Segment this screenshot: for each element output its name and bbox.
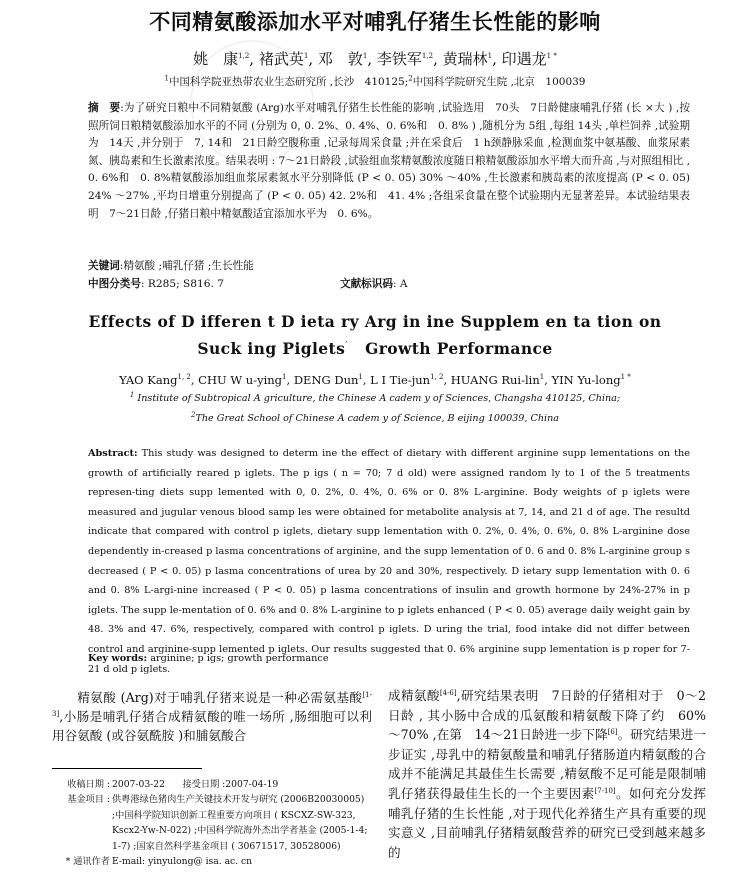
received-label: 收稿日期 : <box>67 779 110 790</box>
abstract-en-label: Abstract: <box>88 448 138 459</box>
keywords-zh-text: :精氨酸 ;哺乳仔猪 ;生长性能 <box>119 260 254 272</box>
citation-ref: [4-6] <box>439 688 457 697</box>
affil-sup: 1 <box>129 390 135 399</box>
author-en: YAO Kang <box>119 373 178 387</box>
dates-text <box>112 777 370 792</box>
document-code <box>340 276 408 291</box>
title-en-prime: ′ <box>345 340 348 351</box>
author-sup: 1, 2 <box>430 373 444 382</box>
paper-title-zh: 不同精氨酸添加水平对哺乳仔猪生长性能的影响 <box>149 10 601 34</box>
keywords-zh <box>88 258 254 273</box>
title-en-line-2 <box>0 335 750 362</box>
classification <box>88 276 224 291</box>
affil-sup: 1 <box>164 74 169 83</box>
document-code-label: 文献标识码 <box>340 278 393 290</box>
author-en: HUANG Rui-lin <box>450 373 540 387</box>
fund-text: 供粤港绿色猪肉生产关键技术开发与研究 (2006B20030005) ;中国科学院知识创新工程重要方向项目 ( KSCXZ-SW-323, Kscx2-Yw-N-022) ;中国科学院海外杰出学者基金 (2005-1-4; 1-7) ;国家自然科学基金项目 ( 30671517, 30528006) <box>112 794 368 852</box>
affil-en-1-text: Institute of Subtropical A griculture, the Chinese A cadem y of Sciences, Changsha 410125, China; <box>137 393 621 404</box>
classification-text: : R285; S816. 7 <box>140 278 224 290</box>
author-sup: 1 <box>358 373 363 382</box>
abstract-zh <box>88 100 690 223</box>
keywords-zh-label: 关键词 <box>88 260 120 272</box>
body-text-right <box>388 686 706 862</box>
affil-zh-2: 中国科学院研究生院 ,北京 100039 <box>412 76 586 88</box>
abstract-zh-text: :为了研究日粮中不同精氨酸 (Arg)水平对哺乳仔猪生长性能的影响 ,试验选用 70头 7日龄健康哺乳仔猪 (长 ×大 ) ,按照所饲日粮精氨酸添加水平的不同 (分别为 0, 0. 2%、0. 4%、0. 6%和 0. 8% ) ,随机分为 5组 ,每组 14头 ,单栏饲养 ,试验期为 14天 ,并分别于 7, 14和 21日龄空腹称重 ,记录每周采食量 ;并在采食后 1 h颈静脉采血 ,检测血浆中氨基酸、血浆尿素氮、胰岛素和生长激素浓度。结果表明 : 7～21日龄段 ,试验组血浆精氨酸浓度随日粮精氨酸添加水平增大而升高 ,与对照组相比 , 0. 6%和 0. 8%精氨酸添加组血浆尿素氮水平分别降低 (P < 0. 05) 30% ～40% ,生长激素和胰岛素的浓度提高 (P < 0. 05) 24% ～27% ,平均日增重分别提高了 (P < 0. 05) 42. 2%和 41. 4% ;各组采食量在整个试验期内无显著差异。本试验结果表明 7～21日龄 ,仔猪日粮中精氨酸适宜添加水平为 0. 6%。 <box>88 102 691 220</box>
author-sup: 1,2 <box>421 52 434 60</box>
document-code-text: : A <box>392 278 408 290</box>
author-en: L I Tie-jun <box>370 373 431 387</box>
author-en: YIN Yu-long <box>551 373 621 387</box>
abstract-en <box>88 444 690 679</box>
footnote-fund <box>60 792 370 854</box>
author-sup: 1 * <box>620 373 631 382</box>
author-zh: 邓 敦 <box>317 50 363 68</box>
body-right-part-1: 成精氨酸 <box>388 688 440 703</box>
footnote-corresponding <box>60 854 370 869</box>
author-sup: 1 <box>539 373 545 382</box>
fund-label: 基金项目 : <box>67 794 110 806</box>
affiliation-zh <box>0 74 750 89</box>
corresponding-email: E-mail: yinyulong@ isa. ac. cn <box>112 856 253 868</box>
author-sup: 1, 2 <box>177 373 191 382</box>
body-right-part-4: 。如何充分发挥哺乳仔猪的生长性能 ,对于现代化养猪生产具有重要的现实意义 ,目前哺乳仔猪精氨酸营养的研究已受到越来越多的 <box>388 785 707 860</box>
accepted-label: 接受日期 : <box>182 779 226 790</box>
body-left-part-2: ,小肠是哺乳仔猪合成精氨酸的唯一场所 ,肠细胞可以利用谷氨酸 (或谷氨酰胺 )和脯氨酸合 <box>52 709 372 743</box>
author-zh: 李铁军 <box>376 50 422 68</box>
affil-sup: 2 <box>191 410 196 419</box>
author-sup: 1 * <box>546 52 557 60</box>
received-date: 2007-03-22 <box>112 779 165 790</box>
affiliation-en-2 <box>0 410 750 424</box>
abstract-en-text: This study was designed to determ ine the effect of dietary with different arginine supp lementations on the growth of artificially reared p iglets. The p igs ( n = 70; 7 d old) were assigned random ly to 1 of the 5 treatments represen-ting diets supp lemented with 0, 0. 2%, 0. 4%, 0. 6% or 0. 8% L-arginine. Body weights of p iglets were measured and jugular venous blood samp les were obtained for metabolite analysis at 7, 14, and 21 d of age. The resultd indicate that compared with control p iglets, dietary supp lementation with 0. 2%, 0. 4%, 0. 6%, 0. 8% L-arginine dose dependently in-creased p lasma concentrations of arginine, and the supp lementation of 0. 6 and 0. 8% L-arginine group s decreased ( P < 0. 05) p lasma concentrations of urea by 20 and 30%, respectively. D ietary supp lementation with 0. 6 and 0. 8% L-argi-nine increased ( P < 0. 05) p lasma concentrations of insulin and growth hormone by 24%-27% in p iglets. The supp le-mentation of 0. 6% and 0. 8% L-arginine to p iglets enhanced ( P < 0. 05) average daily weight gain by 48. 3% and 47. 6%, respectively, compared with control p iglets. D uring the trial, food intake did not differ between control and arginine-supp lemented p iglets. Our results suggested that 0. 6% arginine supp lementation is p roper for 7-21 d old p iglets. <box>88 448 690 675</box>
citation-ref: [6] <box>607 728 618 736</box>
paper-title-en <box>0 308 750 362</box>
citation-ref: [7-10] <box>594 786 616 795</box>
keywords-en-text: arginine; p igs; growth performance <box>150 653 329 664</box>
accepted-date: 2007-04-19 <box>225 779 279 790</box>
author-zh: 印遇龙 <box>501 50 547 68</box>
footnote-divider <box>52 768 202 769</box>
footnotes <box>60 777 370 869</box>
keywords-en <box>88 653 329 664</box>
body-right-part-3: 。研究结果进一步证实 ,母乳中的精氨酸量和哺乳仔猪肠道内精氨酸的合成并不能满足其最佳生长需要 ,精氨酸不足可能是限制哺乳仔猪获得最佳生长的一个主要因素 <box>388 727 706 801</box>
classification-label: 中图分类号 <box>88 278 141 290</box>
author-sup: 1 <box>303 52 309 60</box>
author-sup: 1 <box>487 52 493 60</box>
affil-zh-1: 中国科学院亚热带农业生态研究所 ,长沙 410125; <box>168 76 409 88</box>
affil-en-2-text: The Great School of Chinese A cadem y of Science, B eijing 100039, China <box>195 413 559 424</box>
keywords-en-label: Key words: <box>88 653 148 664</box>
author-en: DENG Dun <box>293 373 359 387</box>
author-sup: 1 <box>282 373 287 382</box>
footnote-dates <box>60 777 370 792</box>
author-zh: 姚 康 <box>193 50 239 68</box>
author-zh: 褚武英 <box>258 50 304 68</box>
title-en-line-1: Effects of D ifferen t D ieta ry Arg in ine Supplem en ta tion on <box>88 312 662 331</box>
abstract-zh-label: 摘 要 <box>88 102 121 114</box>
author-en: CHU W u-ying <box>198 373 283 387</box>
affiliation-en-1 <box>0 390 750 404</box>
body-text-left <box>52 688 372 745</box>
citation-ref: [1-3] <box>52 690 372 718</box>
affil-sup: 2 <box>408 74 413 83</box>
authors-zh: 姚 康$^{1,2}$, 褚武英$^1$, 邓 敦$^1$, 李铁军$^{1,2}$, 黄瑞林$^1$, 印遇龙$^{1 *}$ <box>193 50 557 68</box>
body-left-part-1: 精氨酸 (Arg)对于哺乳仔猪来说是一种必需氨基酸 <box>77 690 363 705</box>
title-en-part-b: Growth Performance <box>365 339 553 358</box>
body-right-part-2: ,研究结果表明 7日龄的仔猪相对于 0～2日龄 , 其小肠中合成的瓜氨酸和精氨酸下降了约 60% ～70% ,在第 14～21日龄进一步下降 <box>388 688 707 743</box>
author-zh: 黄瑞林 <box>442 50 488 68</box>
title-en-part-a: Suck ing Piglets <box>197 339 346 358</box>
corresponding-label: * 通讯作者 <box>65 856 110 868</box>
author-sup: 1 <box>362 52 368 60</box>
author-sup: 1,2 <box>238 52 250 60</box>
authors-en: YAO Kang$^{1, 2}$, CHU W u-ying$^1$, DENG Dun$^1$, L I Tie-jun$^{1, 2}$, HUANG Rui-lin$^1$, YIN Yu-long$^{1 *}$ <box>119 373 631 387</box>
